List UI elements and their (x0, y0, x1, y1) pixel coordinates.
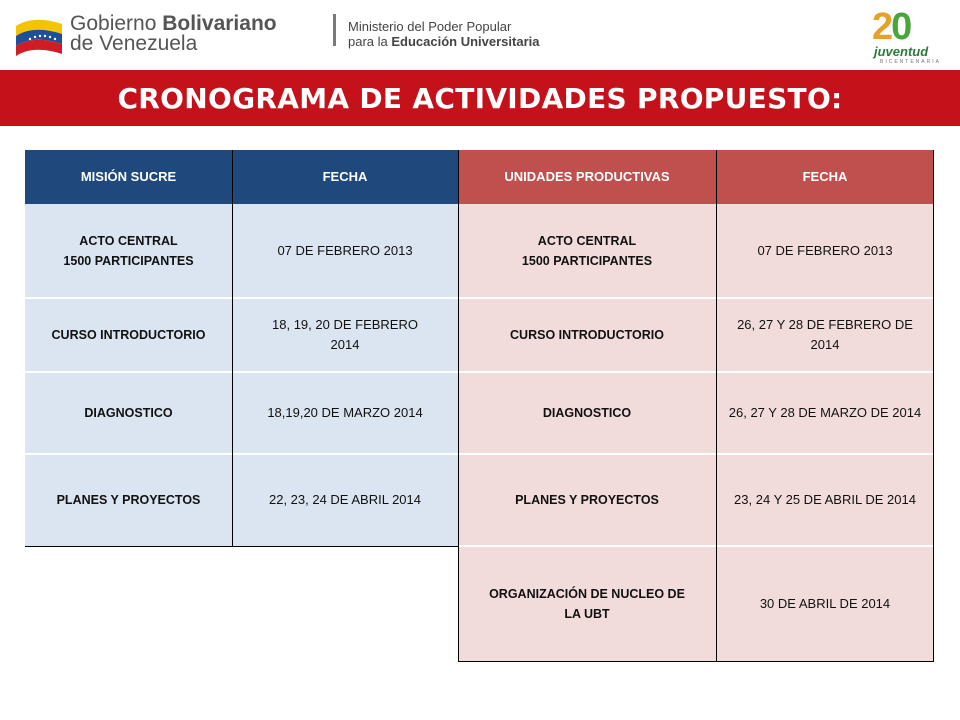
up-date-cell: 26, 27 Y 28 DE FEBRERO DE 2014 (716, 298, 934, 372)
row-separator (25, 453, 458, 455)
ministry-line2-bold: Educación Universitaria (391, 34, 540, 49)
venezuela-flag-icon (14, 16, 64, 56)
gov-line2: de Venezuela (70, 32, 198, 55)
grid-line (25, 546, 458, 547)
ministry-name (348, 19, 540, 49)
title-banner (0, 70, 960, 126)
up-date-cell: 26, 27 Y 28 DE MARZO DE 2014 (716, 372, 934, 454)
header-fecha-up: FECHA (716, 150, 934, 204)
logo-word: juventud (874, 44, 929, 59)
up-activity-cell: ORGANIZACIÓN DE NUCLEO DE LA UBT (458, 546, 716, 662)
up-date-cell: 30 DE ABRIL DE 2014 (716, 546, 934, 662)
gov-line1-regular: Gobierno (70, 12, 163, 35)
grid-line (458, 150, 459, 662)
row-separator (25, 371, 458, 373)
up-activity-cell: PLANES Y PROYECTOS (458, 454, 716, 546)
ministry-line1: Ministerio del Poder Popular (348, 19, 512, 34)
header-unidades-productivas: UNIDADES PRODUCTIVAS (458, 150, 716, 204)
ms-date-cell: 18, 19, 20 DE FEBRERO 2014 (232, 298, 458, 372)
grid-line (458, 661, 934, 662)
gov-line1-bold: Bolivariano (162, 12, 277, 35)
row-separator (458, 297, 934, 299)
ministry-line2-regular: para la (348, 34, 392, 49)
grid-line (933, 150, 934, 662)
ms-date-cell: 18,19,20 DE MARZO 2014 (232, 372, 458, 454)
logo-number-b: 0 (891, 6, 911, 48)
page-title: CRONOGRAMA DE ACTIVIDADES PROPUESTO: (117, 81, 843, 115)
government-name (70, 14, 277, 54)
header-mision-sucre: MISIÓN SUCRE (25, 150, 232, 204)
ms-activity-cell: PLANES Y PROYECTOS (25, 454, 232, 546)
logo-sub: BICENTENARIA (880, 59, 941, 65)
ms-activity-cell: ACTO CENTRAL 1500 PARTICIPANTES (25, 204, 232, 298)
header-fecha-ms: FECHA (232, 150, 458, 204)
ms-date-cell: 07 DE FEBRERO 2013 (232, 204, 458, 298)
juventud-bicentenaria-logo (868, 6, 948, 66)
ms-date-cell: 22, 23, 24 DE ABRIL 2014 (232, 454, 458, 546)
up-date-cell: 07 DE FEBRERO 2013 (716, 204, 934, 298)
header-divider (333, 14, 336, 46)
grid-line (232, 150, 233, 546)
schedule-table (25, 150, 934, 662)
up-date-cell: 23, 24 Y 25 DE ABRIL DE 2014 (716, 454, 934, 546)
ms-activity-cell: DIAGNOSTICO (25, 372, 232, 454)
up-activity-cell: ACTO CENTRAL 1500 PARTICIPANTES (458, 204, 716, 298)
grid-line (716, 150, 717, 662)
up-activity-cell: DIAGNOSTICO (458, 372, 716, 454)
ms-activity-cell: CURSO INTRODUCTORIO (25, 298, 232, 372)
row-separator (25, 297, 458, 299)
row-separator (458, 545, 934, 547)
up-activity-cell: CURSO INTRODUCTORIO (458, 298, 716, 372)
row-separator (458, 371, 934, 373)
gobierno-bolivariano-logo (14, 10, 314, 54)
logo-number-a: 2 (872, 6, 892, 48)
row-separator (458, 453, 934, 455)
